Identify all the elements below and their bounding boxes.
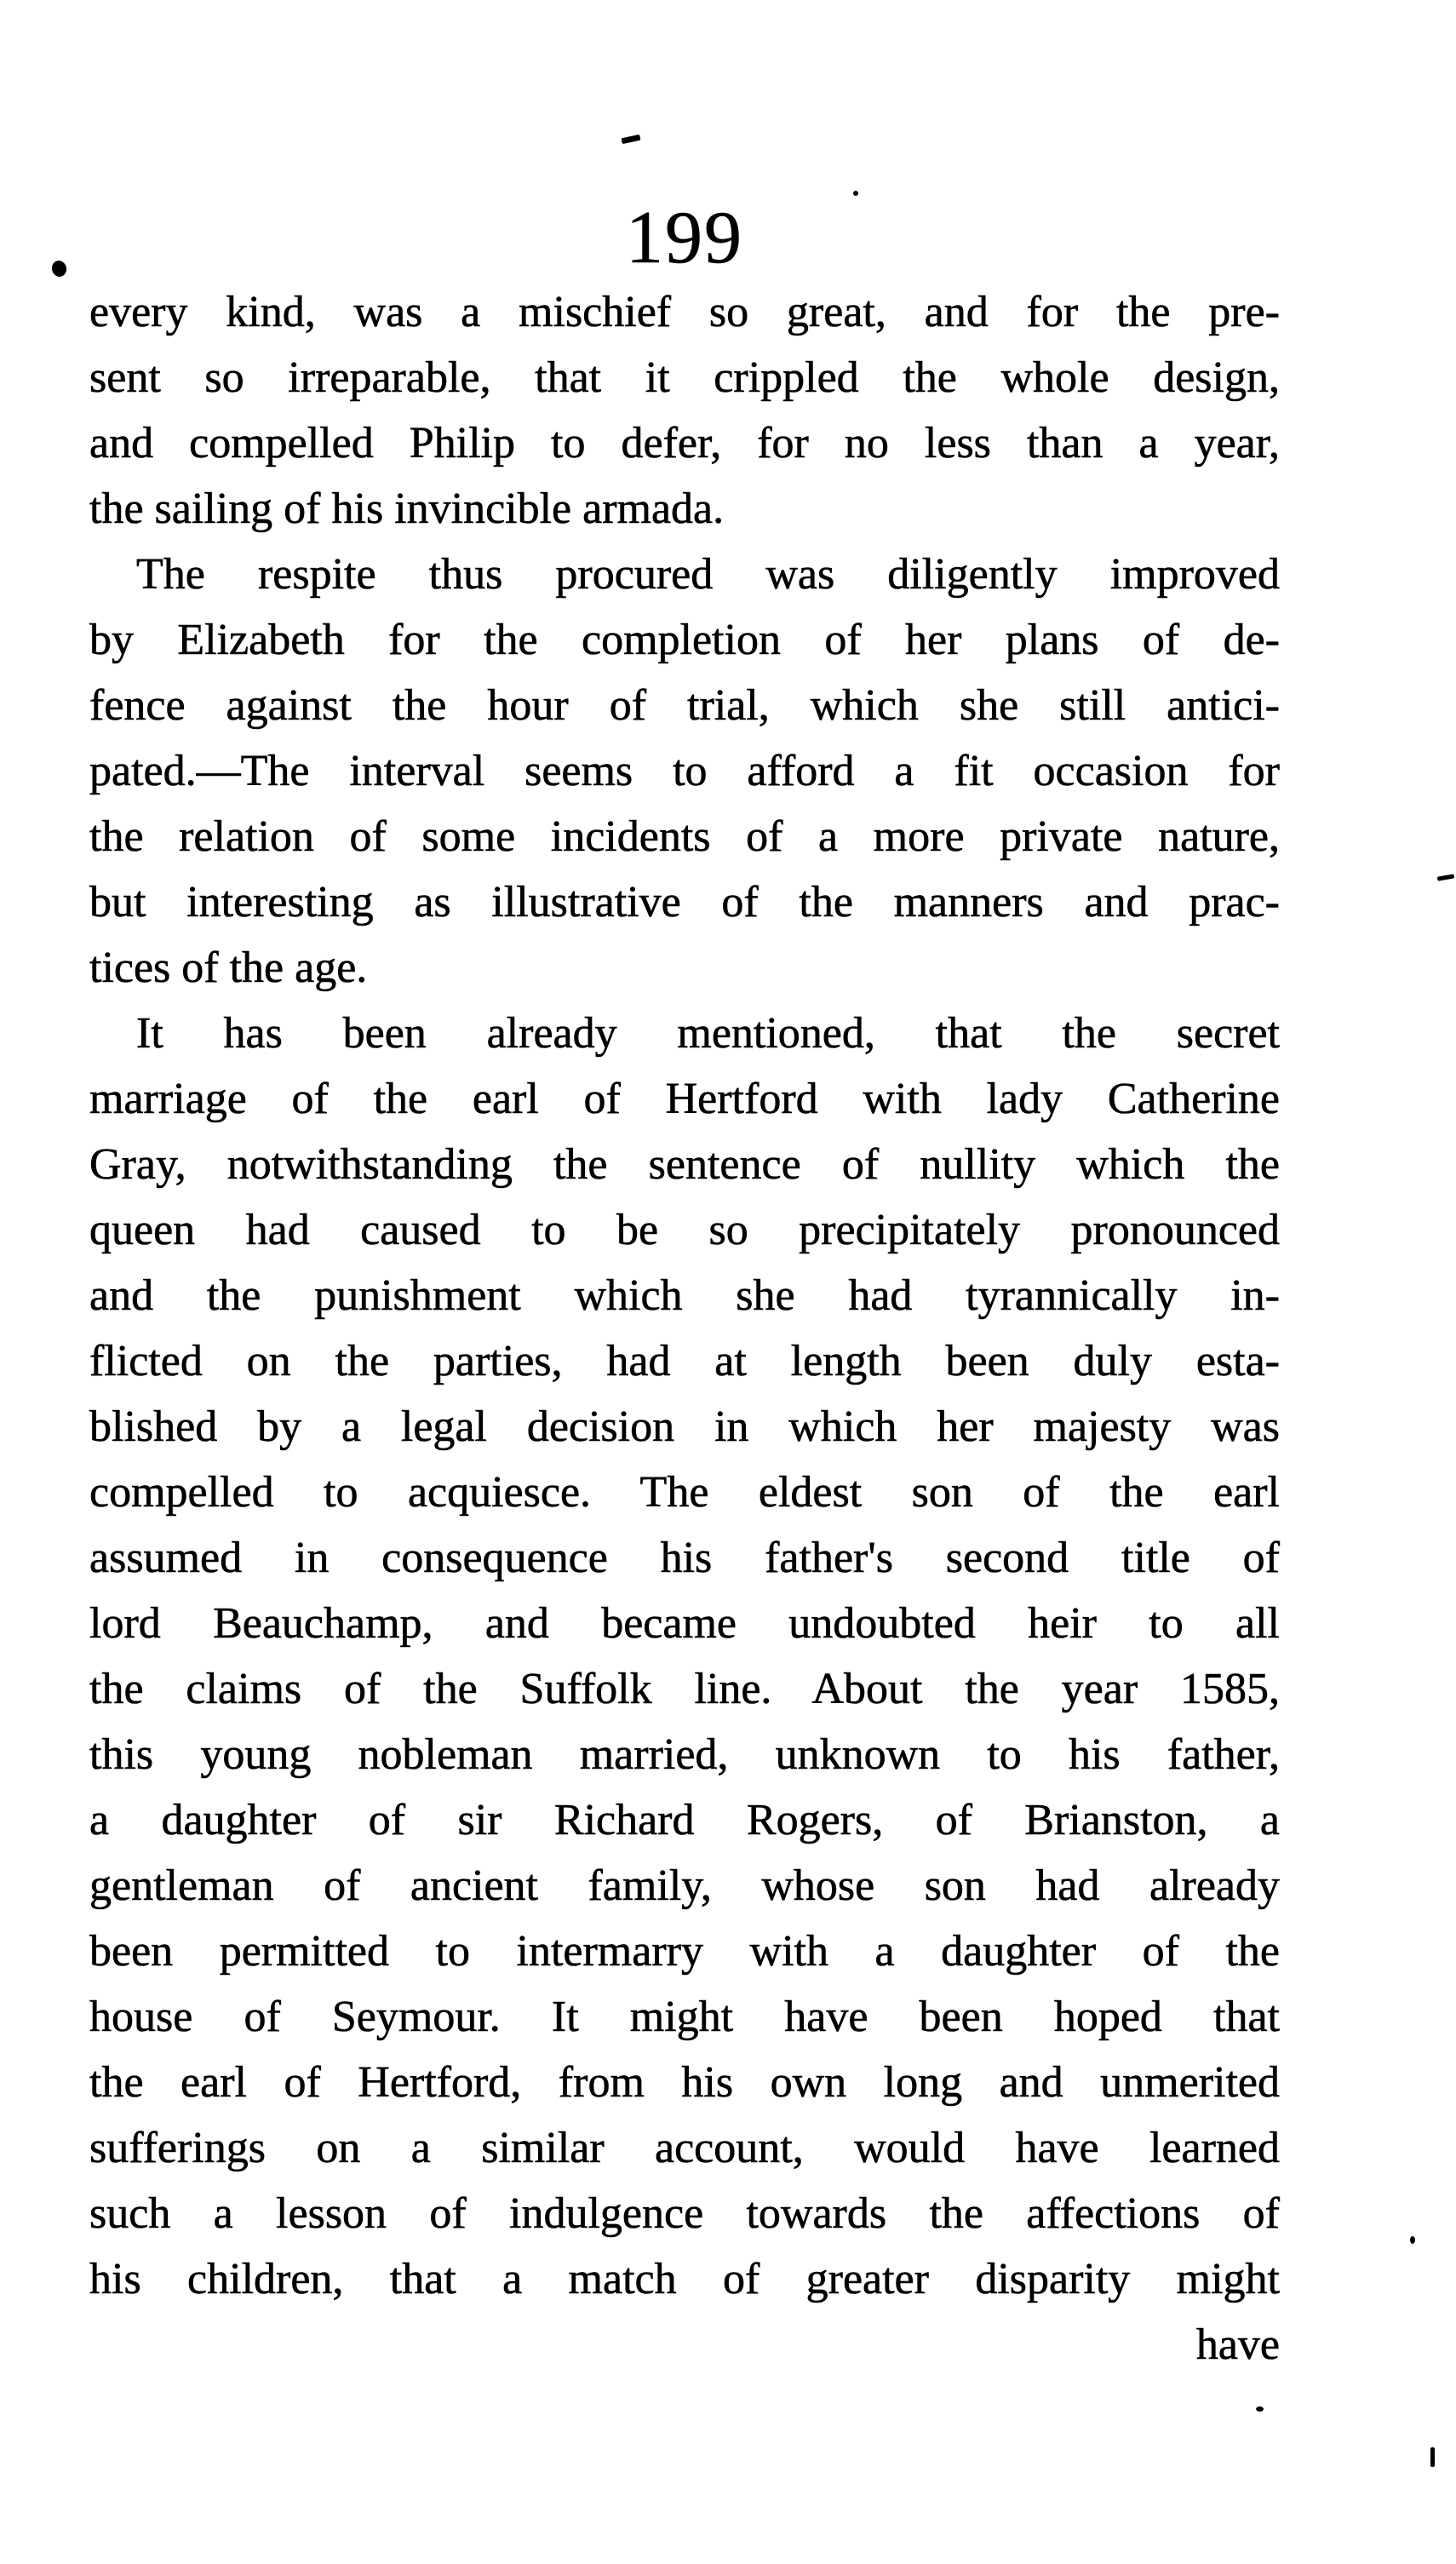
text-line: his children, that a match of greater disparity might bbox=[89, 2255, 1280, 2303]
text-line: been permitted to intermarry with a daughter of the bbox=[89, 1927, 1280, 1976]
text-line: and compelled Philip to defer, for no less than a year, bbox=[89, 419, 1280, 467]
ink-speck bbox=[622, 135, 641, 144]
text-line: marriage of the earl of Hertford with lady Catherine bbox=[89, 1075, 1280, 1123]
ink-speck bbox=[1256, 2406, 1264, 2412]
text-line: the earl of Hertford, from his own long and unmerited bbox=[89, 2058, 1280, 2107]
text-line: compelled to acquiesce. The eldest son of the earl bbox=[89, 1468, 1280, 1517]
text-block bbox=[89, 279, 1280, 2378]
text-line: queen had caused to be so precipitately pronounced bbox=[89, 1206, 1280, 1254]
text-line: fence against the hour of trial, which she still antici- bbox=[89, 681, 1280, 730]
text-line: such a lesson of indulgence towards the affections of bbox=[89, 2189, 1280, 2238]
text-line: this young nobleman married, unknown to his father, bbox=[89, 1730, 1280, 1779]
text-line: and the punishment which she had tyrannically in- bbox=[89, 1271, 1280, 1320]
ink-speck bbox=[1410, 2236, 1415, 2244]
text-line: sufferings on a similar account, would have learned bbox=[89, 2124, 1280, 2172]
text-line: gentleman of ancient family, whose son had already bbox=[89, 1861, 1280, 1910]
text-line: pated.—The interval seems to afford a fit occasion for bbox=[89, 747, 1280, 795]
text-line: The respite thus procured was diligently improved bbox=[136, 550, 1280, 599]
text-line: the claims of the Suffolk line. About the year 1585, bbox=[89, 1665, 1280, 1713]
text-line: Gray, notwithstanding the sentence of nullity which the bbox=[89, 1140, 1280, 1189]
text-line: the relation of some incidents of a more private nature, bbox=[89, 812, 1280, 861]
catchword-line bbox=[89, 2312, 1280, 2378]
text-line: house of Seymour. It might have been hoped that bbox=[89, 1993, 1280, 2041]
text-line: by Elizabeth for the completion of her plans of de- bbox=[89, 616, 1280, 664]
text-line: blished by a legal decision in which her majesty was bbox=[89, 1402, 1280, 1451]
text-line: sent so irreparable, that it crippled the whole design, bbox=[89, 353, 1280, 402]
text-line: every kind, was a mischief so great, and for the pre- bbox=[89, 288, 1280, 336]
ink-speck bbox=[1430, 2447, 1435, 2467]
ink-speck bbox=[1437, 874, 1455, 880]
text-line: a daughter of sir Richard Rogers, of Brianston, a bbox=[89, 1796, 1280, 1844]
page-number: 199 bbox=[626, 197, 743, 279]
text-line: assumed in consequence his father's second title of bbox=[89, 1534, 1280, 1582]
text-line: lord Beauchamp, and became undoubted heir to all bbox=[89, 1599, 1280, 1648]
ink-speck bbox=[853, 191, 858, 196]
text-line: It has been already mentioned, that the secret bbox=[136, 1009, 1280, 1058]
paragraph-lines bbox=[89, 279, 1280, 2312]
text-line: but interesting as illustrative of the manners and prac- bbox=[89, 878, 1280, 926]
text-line: flicted on the parties, had at length been duly esta- bbox=[89, 1337, 1280, 1385]
catchword: have bbox=[1195, 2320, 1280, 2369]
text-line: the sailing of his invincible armada. bbox=[89, 485, 725, 533]
ink-speck bbox=[50, 259, 68, 278]
text-line: tices of the age. bbox=[89, 944, 368, 992]
